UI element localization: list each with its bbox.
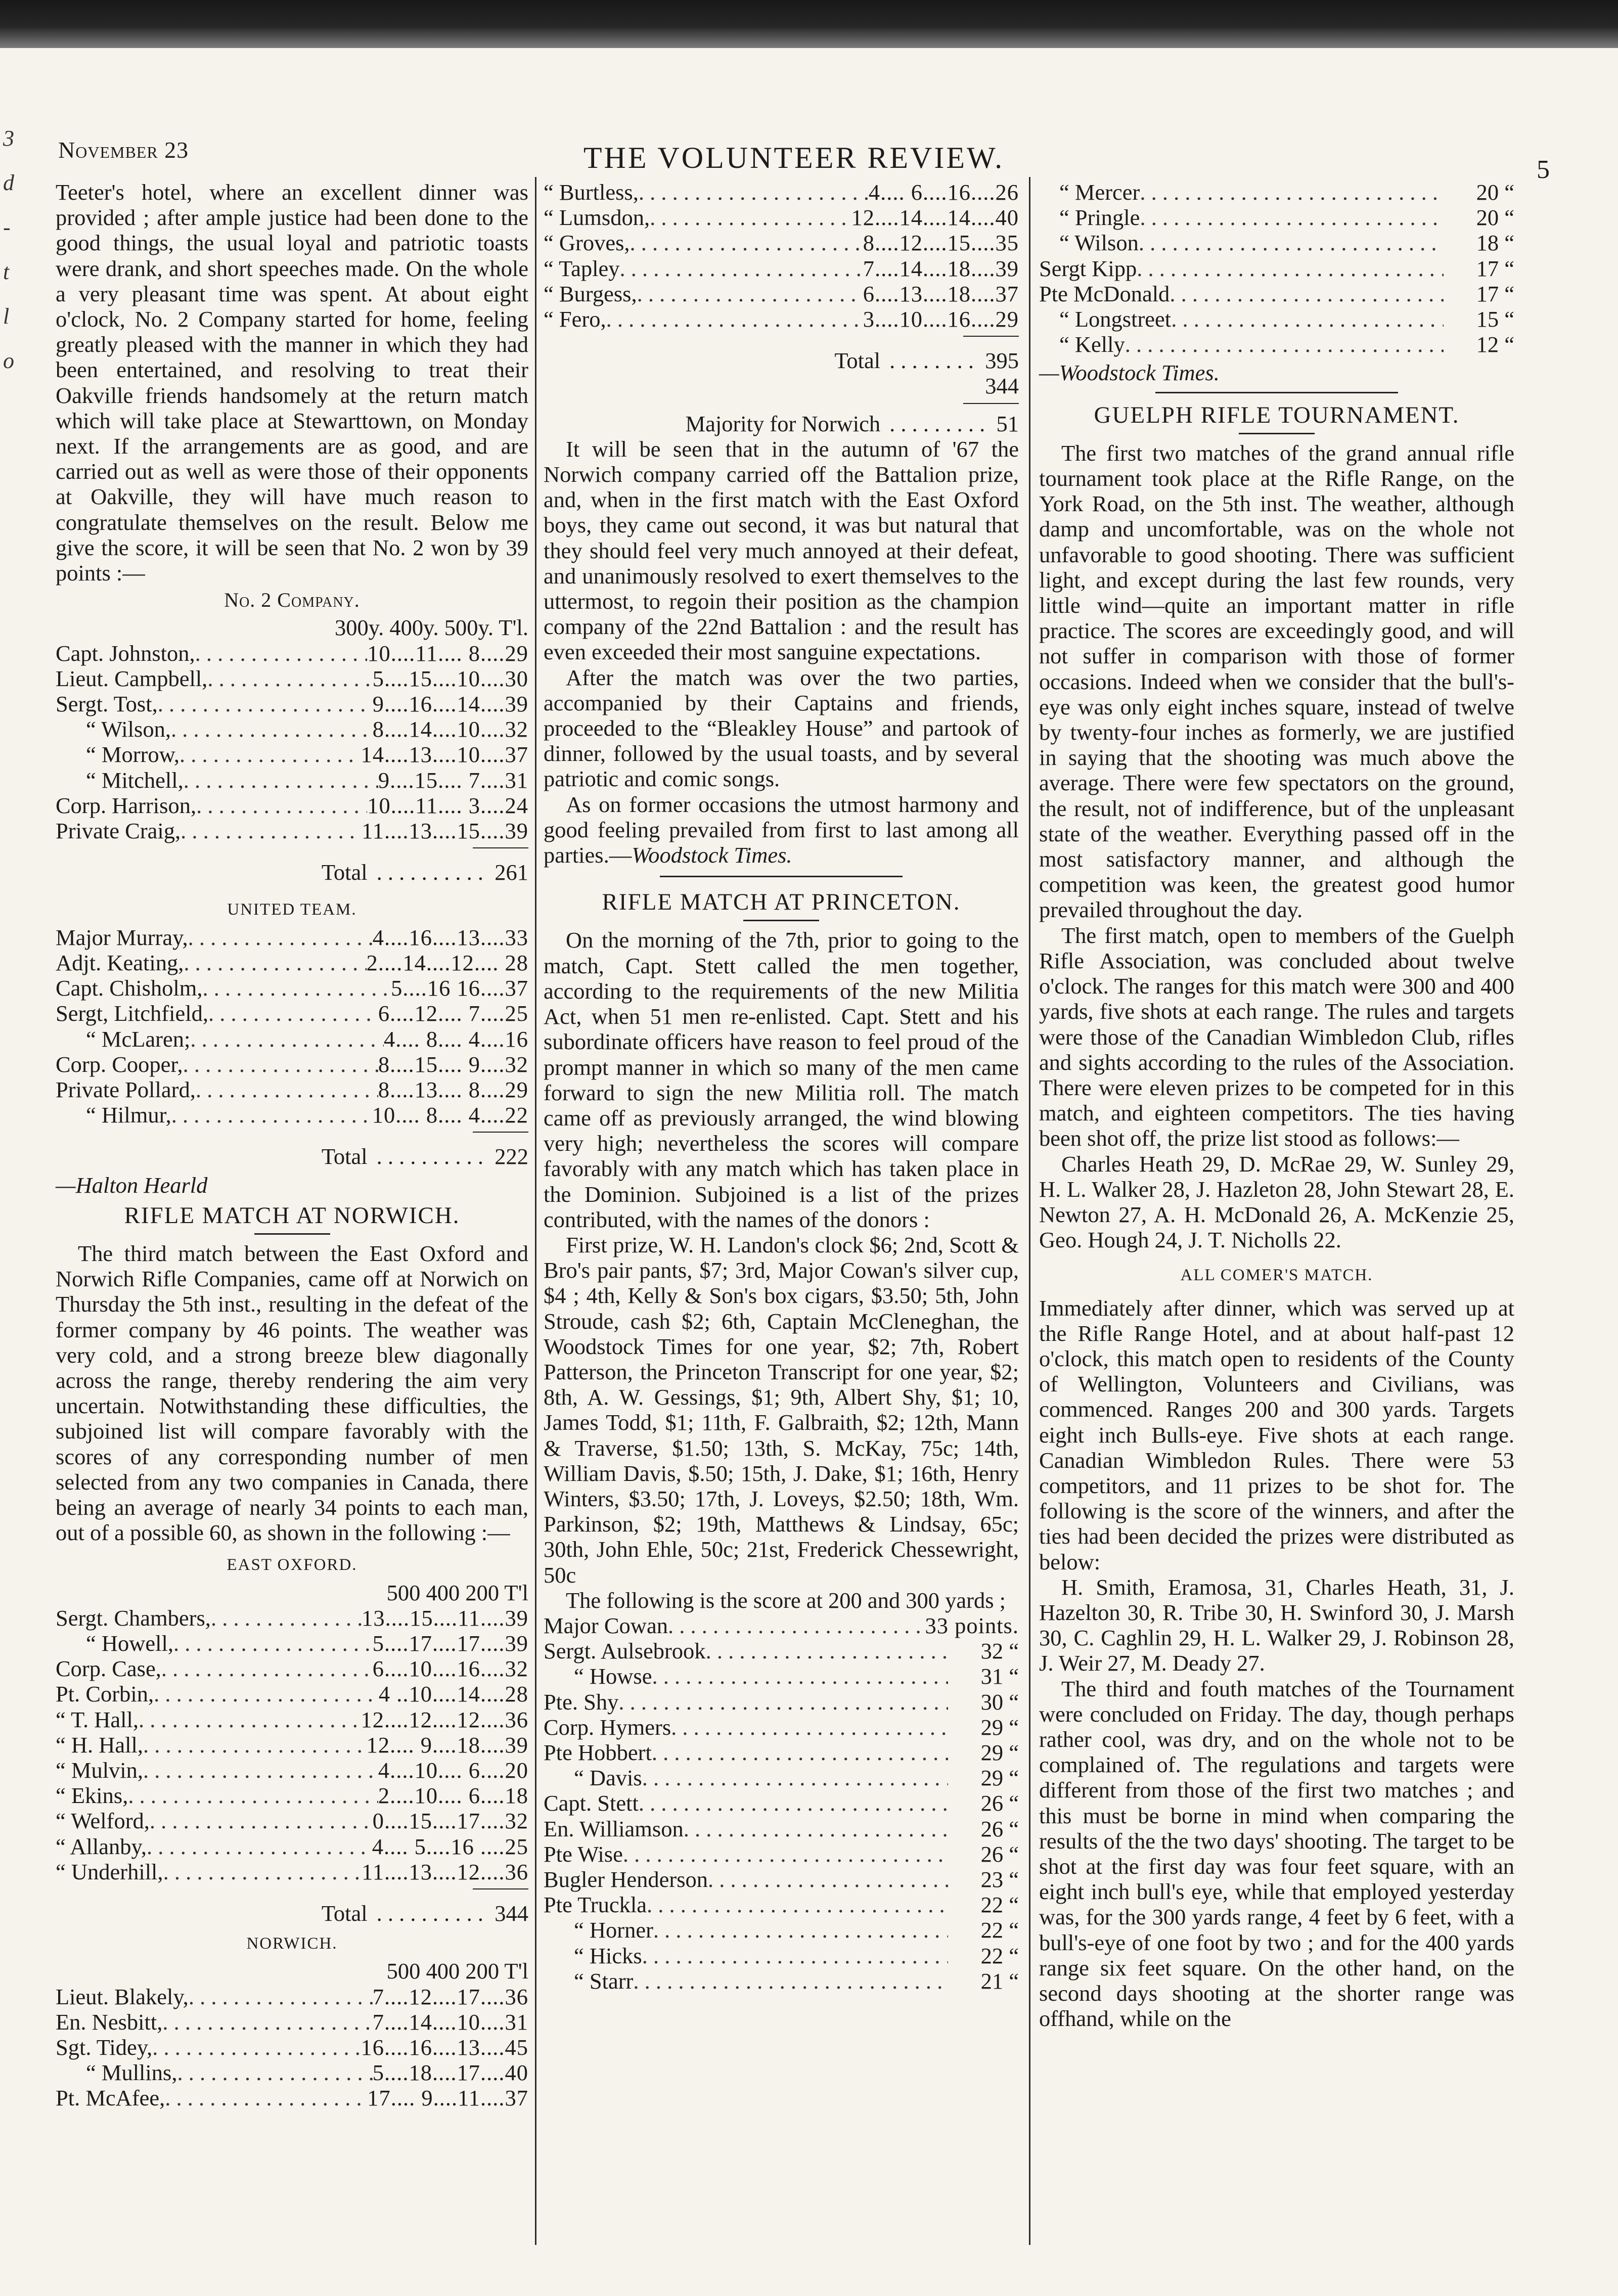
norwich-report-closing: As on former occasions the utmost harmony and good feeling prevailed from first to last among all parties.—Woodstock Times. xyxy=(544,791,1019,868)
score-row: Capt. Johnston, . . . 10....11.... 8....29 xyxy=(56,641,528,666)
score-row: “ Morrow, . . . 14....13....10....37 xyxy=(56,742,528,767)
score-row: “ Hicks . . . 22 “ xyxy=(544,1943,1019,1968)
score-row: “ Howse . . . 31 “ xyxy=(544,1663,1019,1689)
column-rule-2 xyxy=(1029,177,1030,2245)
all-comers-prizes: H. Smith, Eramosa, 31, Charles Heath, 31, J. Hazelton 30, R. Tribe 30, H. Swinford 30, J. Marsh 30, C. Caghlin 29, H. L. Walker 29, J. Robinson 28, J. Weir 27, M. Deady 27. xyxy=(1039,1574,1514,1676)
section-rule xyxy=(660,876,903,877)
norwich-match-text: The third match between the East Oxford and Norwich Rifle Companies, came off at Norwich on Thursday the 5th inst., resulting in the defeat of the former company by 46 points. The weather was very cold, and a strong breeze blew diagonally across the range, thereby rendering the aim very uncertain. Notwithstanding these difficulties, the subjoined list will compare favorably with the scores of any corresponding number of men selected from any two companies in Canada, there being an average of nearly 34 points to each man, out of a possible 60, as shown in the following :— xyxy=(56,1240,528,1546)
score-row: “ Tapley . . . 7....14....18....39 xyxy=(544,256,1019,281)
score-row: “ Horner . . . 22 “ xyxy=(544,1917,1019,1943)
edge-mark: - xyxy=(3,215,11,240)
score-row: “ Starr . . . 21 “ xyxy=(544,1968,1019,1994)
norwich-score-list xyxy=(56,1984,528,2111)
score-row: Capt. Stett . . . 26 “ xyxy=(544,1790,1019,1816)
edge-mark: 3 xyxy=(3,126,14,151)
score-row: Sgt. Tidey, . . . 16....16....13....45 xyxy=(56,2035,528,2060)
score-row: Major Murray, . . . 4....16....13....33 xyxy=(56,925,528,950)
score-row: “ McLaren; . . . 4.... 8.... 4....16 xyxy=(56,1026,528,1052)
score-row: “ Lumsdon, . . . 12....14....14....40 xyxy=(544,205,1019,230)
score-row: “ Burtless, . . . 4.... 6....16....26 xyxy=(544,179,1019,205)
score-row: “ Allanby, . . . 4.... 5....16 ....25 xyxy=(56,1834,528,1859)
score-row: “ Hilmur, . . . 10.... 8.... 4....22 xyxy=(56,1102,528,1128)
page-top-border xyxy=(0,0,1618,48)
total-rule xyxy=(963,336,1019,337)
score-row: “ Mulvin, . . . 4....10.... 6....20 xyxy=(56,1758,528,1783)
score-row: Lieut. Blakely, . . . 7....12....17....36 xyxy=(56,1984,528,2009)
score-row: “ Davis . . . 29 “ xyxy=(544,1765,1019,1790)
score-row: Pte Wise . . . 26 “ xyxy=(544,1841,1019,1867)
majority-line: Majority for Norwich . . . . . . . . . 51 xyxy=(685,411,1019,436)
column-1 xyxy=(56,179,528,2111)
east-oxford-total-comparison: 344 xyxy=(985,373,1019,399)
princeton-heading: RIFLE MATCH AT PRINCETON. xyxy=(602,889,961,916)
oakville-match-text: Teeter's hotel, where an excellent dinner was provided ; after ample justice had been done to the good things, the usual loyal and patriotic toasts were drank, and short speeches made. On the whole a very pleasant time was spent. At about eight o'clock, No. 2 Company started for home, feeling greatly pleased with the manner in which they had been entertained, and resolving to treat their Oakville friends handsomely at the return match which will take place at Stewarttown, on Monday next. If the arrangements are as good, and are carried out as well as were those of their opponents at Oakville, they will have much reason to congratulate themselves on the result. Below me give the score, it will be seen that No. 2 won by 39 points :— xyxy=(56,179,528,586)
norwich-report-text: After the match was over the two parties, accompanied by their Captains and friends, proceeded to the “Bleakley House” and partook of dinner, followed by the usual toasts, and by several patriotic and comic songs. xyxy=(544,664,1019,792)
united-team-total: Total . . . . . . . . . . 222 xyxy=(321,1144,528,1169)
princeton-score-list xyxy=(544,1613,1019,1994)
score-row: Pte Hobbert . . . 29 “ xyxy=(544,1740,1019,1765)
united-team-title: UNITED TEAM. xyxy=(227,901,357,919)
total-rule xyxy=(963,403,1019,404)
heading-rule xyxy=(1239,433,1315,434)
score-row: Corp. Harrison, . . . 10....11.... 3....24 xyxy=(56,793,528,818)
page-header xyxy=(58,137,1550,184)
princeton-prize-list: First prize, W. H. Landon's clock $6; 2nd, Scott & Bro's pair pants, $7; 3rd, Major Cowan's silver cup, $4 ; 4th, Kelly & Son's box cigars, $3.50; 5th, John Stroude, cash $2; 6th, Captain McCleneghan, the Woodstock Times for one year, $2; 7th, Robert Patterson, the Princeton Transcript for one year, $2; 8th, A. W. Gessings, $1; 9th, Albert Shy, $1; 10, James Todd, $1; 11th, F. Galbraith, $2; 12th, Mann & Traverse, $1.50; 13th, S. McKay, 75c; 14th, William Davis, $.50; 15th, J. Dake, $1; 16th, Henry Winters, $3.50; 17th, J. Loveys, $2.50; 18th, Wm. Parkinson, $2; 19th, Matthews & Lindsay, 65c; 30th, John Ehle, 50c; 21st, Frederick Chessewright, 50c xyxy=(544,1232,1019,1588)
princeton-score-list-continued xyxy=(1039,179,1514,357)
score-row: Capt. Chisholm, . . . 5....16 16....37 xyxy=(56,975,528,1001)
score-row: “ Mercer . . . 20 “ xyxy=(1039,179,1514,205)
heading-rule xyxy=(254,1233,330,1235)
score-row: En. Nesbitt, . . . 7....14....10....31 xyxy=(56,2009,528,2035)
all-comers-title: ALL COMER'S MATCH. xyxy=(1180,1266,1373,1285)
united-team-score-list xyxy=(56,925,528,1128)
score-row: “ Wilson . . . 18 “ xyxy=(1039,230,1514,255)
company2-total: Total . . . . . . . . . . 261 xyxy=(321,860,528,885)
score-row: “ Wilson, . . . 8....14....10....32 xyxy=(56,716,528,742)
norwich-score-list-continued xyxy=(544,179,1019,332)
company2-title: No. 2 Company. xyxy=(224,589,360,612)
norwich-column-headers: 500 400 200 T'l xyxy=(386,1958,528,1984)
score-row: “ Welford, . . . 0....15....17....32 xyxy=(56,1808,528,1833)
score-row: Adjt. Keating, . . . 2....14....12.... 28 xyxy=(56,950,528,975)
east-oxford-total: Total . . . . . . . . . . 344 xyxy=(321,1901,528,1926)
score-row: Major Cowan . . . 33 points. xyxy=(544,1613,1019,1638)
edge-mark: l xyxy=(3,304,10,329)
edge-mark: t xyxy=(3,259,10,284)
guelph-third-fourth-text: The third and fouth matches of the Tournament were concluded on Friday. The day, though perhaps rather cool, was dry, and on the whole not to be complained of. The regulations and targets were different from those of the first two matches ; and this must be borne in mind when comparing the results of the the two days' shooting. The target to be shot at the first day was four feet square, with an eight inch bull's eye, while that employed yesterday was, for the 300 yards range, 4 feet by 6 feet, with a bull's-eye of one foot by two ; and for the 400 yards range six feet square. On the other hand, on the second days shooting at the shorter range was offhand, while on the xyxy=(1039,1676,1514,2032)
score-row: Sergt. Chambers, . . . 13....15....11....39 xyxy=(56,1605,528,1631)
score-row: “ Groves, . . . 8....12....15....35 xyxy=(544,230,1019,255)
score-row: “ Mitchell, . . . 9....15.... 7....31 xyxy=(56,768,528,793)
score-row: Pte McDonald . . . 17 “ xyxy=(1039,281,1514,306)
edge-mark: d xyxy=(3,170,14,195)
score-row: Pt. Corbin, . . . 4 ..10....14....28 xyxy=(56,1681,528,1706)
publication-title: THE VOLUNTEER REVIEW. xyxy=(583,141,1005,174)
score-row: “ Howell, . . . 5....17....17....39 xyxy=(56,1631,528,1656)
score-row: En. Williamson . . . 26 “ xyxy=(544,1816,1019,1841)
norwich-heading: RIFLE MATCH AT NORWICH. xyxy=(124,1202,460,1229)
score-row: “ H. Hall, . . . 12.... 9....18....39 xyxy=(56,1732,528,1758)
score-row: Pte. Shy . . . 30 “ xyxy=(544,1689,1019,1715)
norwich-total: Total . . . . . . . . 395 xyxy=(834,348,1019,374)
score-row: “ Fero, . . . 3....10....16....29 xyxy=(544,306,1019,332)
score-row: Sergt. Aulsebrook . . . 32 “ xyxy=(544,1638,1019,1663)
score-row: “ T. Hall, . . . 12....12....12....36 xyxy=(56,1707,528,1732)
score-row: Lieut. Campbell, . . . 5....15....10....30 xyxy=(56,666,528,691)
east-oxford-title: EAST OXFORD. xyxy=(227,1556,357,1574)
score-row: “ Kelly . . . 12 “ xyxy=(1039,332,1514,357)
score-row: Corp. Hymers . . . 29 “ xyxy=(544,1715,1019,1740)
column-2 xyxy=(544,179,1019,1994)
score-row: “ Underhill, . . . 11....13....12....36 xyxy=(56,1859,528,1884)
source-credit: —Woodstock Times. xyxy=(1039,360,1220,386)
score-row: “ Ekins, . . . 2....10.... 6....18 xyxy=(56,1783,528,1808)
section-rule xyxy=(1155,392,1398,393)
score-row: Sergt. Tost, . . . 9....16....14....39 xyxy=(56,691,528,716)
issue-date: November 23 xyxy=(58,137,189,163)
score-row: “ Mullins, . . . 5....18....17....40 xyxy=(56,2060,528,2085)
score-row: Private Pollard, . . . 8....13.... 8....29 xyxy=(56,1077,528,1102)
page-number: 5 xyxy=(1537,155,1550,184)
norwich-report-text: It will be seen that in the autumn of '67 the Norwich company carried off the Battalion prize, and, when in the first match with the East Oxford boys, they came out second, it was but natural that they should feel very much annoyed at their defeat, and unanimously resolved to exert themselves to the uttermost, to regoin their position as the champion company of the 22nd Battalion : and the result has even exceeded their most sanguine expectations. xyxy=(544,436,1019,665)
norwich-team-title: NORWICH. xyxy=(246,1934,338,1953)
score-row: Sergt, Litchfield, . . . 6....12.... 7....25 xyxy=(56,1001,528,1026)
score-row: Private Craig, . . . 11....13....15....39 xyxy=(56,818,528,843)
score-row: Corp. Cooper, . . . 8....15.... 9....32 xyxy=(56,1052,528,1077)
total-rule xyxy=(473,847,528,848)
source-credit: —Halton Hearld xyxy=(56,1172,208,1198)
score-row: “ Burgess, . . . 6....13....18....37 xyxy=(544,281,1019,306)
all-comers-text: Immediately after dinner, which was served up at the Rifle Range Hotel, and at about half-past 12 o'clock, this match open to residents of the County of Wellington, Volunteers and Civilians, was commenced. Ranges 200 and 300 yards. Targets eight inch Bulls-eye. Five shots at each range. Canadian Wimbledon Rules. There were 53 competitors, and 11 prizes to be shot for. The following is the score of the winners, and after the ties had been decided the prizes were distributed as below: xyxy=(1039,1295,1514,1574)
score-row: Corp. Case, . . . 6....10....16....32 xyxy=(56,1656,528,1681)
score-row: “ Longstreet . . . 15 “ xyxy=(1039,306,1514,332)
score-row: Sergt Kipp . . . 17 “ xyxy=(1039,256,1514,281)
left-edge-margin-marks xyxy=(0,116,40,383)
guelph-heading: GUELPH RIFLE TOURNAMENT. xyxy=(1094,401,1460,428)
company2-score-list xyxy=(56,641,528,844)
princeton-match-text: On the morning of the 7th, prior to going to the match, Capt. Stett called the men together, according to the requirements of the new Militia Act, when 51 men re-enlisted. Capt. Stett and his subordinate officers have reason to feel proud of the prompt manner in which so many of the men came forward to sign the new Militia roll. The match came off as previously arranged, the wind blowing very high; nevertheless the scores will compare favorably with any match which has taken place in the Dominion. Subjoined is a list of the prizes contributed, with the names of the donors : xyxy=(544,927,1019,1232)
total-rule xyxy=(473,1888,528,1889)
score-row: “ Pringle . . . 20 “ xyxy=(1039,205,1514,230)
column-rule-1 xyxy=(535,177,536,2245)
guelph-tournament-text: The first two matches of the grand annual rifle tournament took place at the Rifle Range, on the York Road, on the 5th inst. The weather, although damp and uncomfortable, was on the whole not unfavorable to good shooting. There was sufficient light, and except during the last few rounds, very little wind—quite an important matter in rifle practice. The scores are exceedingly good, and will not suffer in comparison with those of former occasions. Indeed when we consider that the bull's-eye was only eight inches square, instead of twelve by twenty-four inches as formerly, we are justified in saying that the shooting was much above the average. There were few spectators on the ground, the result, not of indifference, but of the unpleasant state of the weather. Everything passed off in the most satisfactory manner, and although the competition was keen, the greatest good humor prevailed throughout the day. xyxy=(1039,440,1514,923)
east-oxford-score-list xyxy=(56,1605,528,1884)
score-row: Pte Truckla . . . 22 “ xyxy=(544,1892,1019,1917)
princeton-score-intro: The following is the score at 200 and 300 yards ; xyxy=(566,1587,1006,1613)
guelph-first-match-text: The first match, open to members of the Guelph Rifle Association, was concluded about twelve o'clock. The ranges for this match were 300 and 400 yards, five shots at each range. The rules and targets were those of the Canadian Wimbledon Club, rifles and sights according to the rules of the Association. There were eleven prizes to be competed for in this match, and eighteen competitors. The ties having been shot off, the prize list stood as follows:— xyxy=(1039,922,1514,1151)
edge-mark: o xyxy=(3,348,14,373)
score-row: Pt. McAfee, . . . 17.... 9....11....37 xyxy=(56,2085,528,2110)
company2-column-headers: 300y. 400y. 500y. T'l. xyxy=(335,615,528,641)
heading-rule xyxy=(743,920,819,921)
total-rule xyxy=(473,1132,528,1133)
score-row: Bugler Henderson . . . 23 “ xyxy=(544,1867,1019,1892)
guelph-first-match-prizes: Charles Heath 29, D. McRae 29, W. Sunley 29, H. L. Walker 28, J. Hazleton 28, John Stewart 28, E. Newton 27, A. H. McDonald 26, A. McKenzie 25, Geo. Hough 24, J. T. Nicholls 22. xyxy=(1039,1151,1514,1253)
east-oxford-column-headers: 500 400 200 T'l xyxy=(386,1580,528,1605)
column-3 xyxy=(1039,179,1514,2031)
